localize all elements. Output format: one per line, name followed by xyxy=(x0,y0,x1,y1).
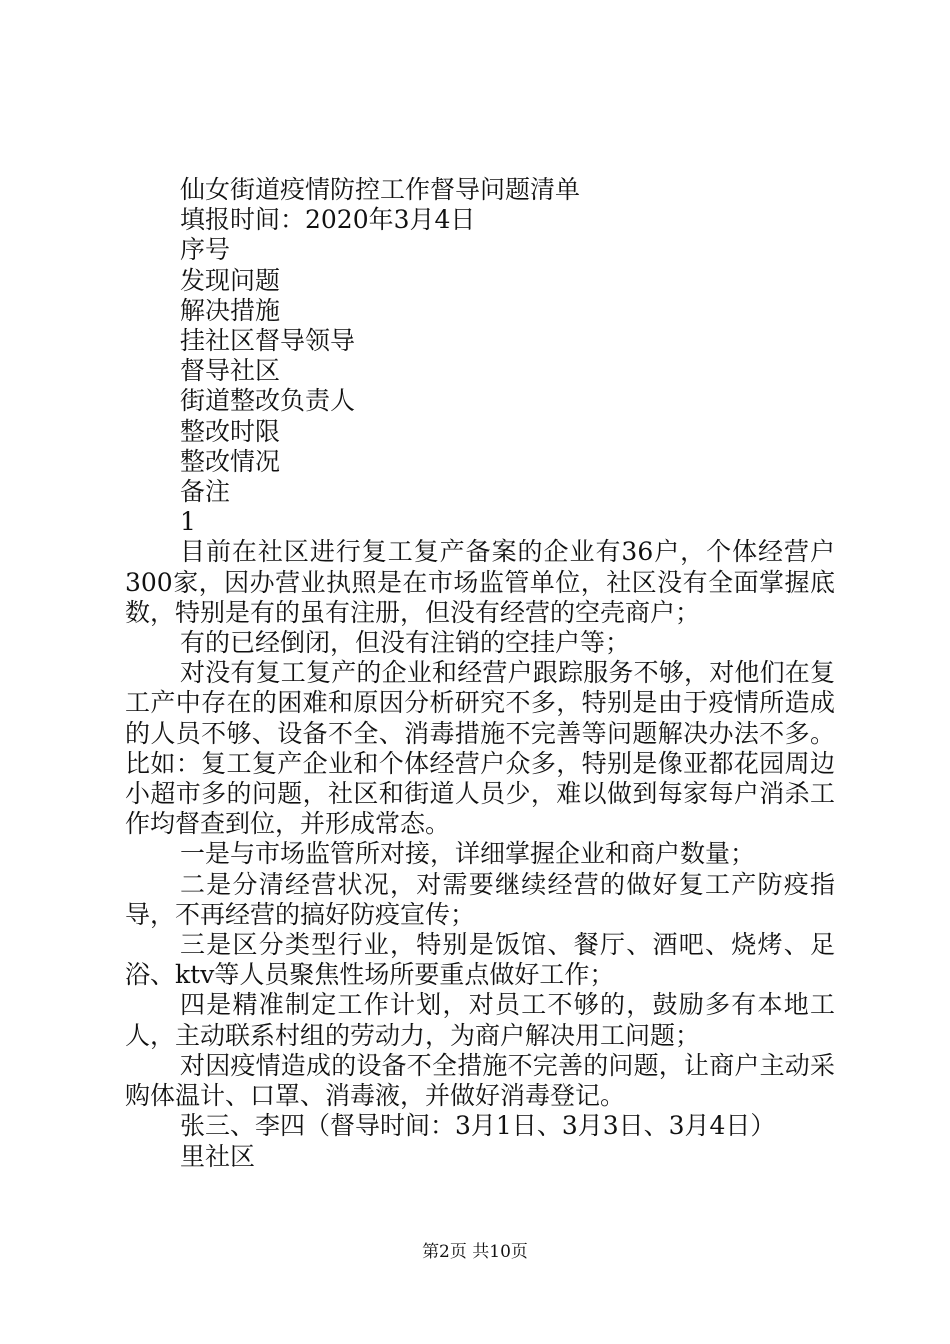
row-number: 1 xyxy=(180,507,196,537)
header-deadline: 整改时限 xyxy=(180,416,281,446)
community-line: 里社区 xyxy=(180,1141,256,1171)
header-rectification-owner: 街道整改负责人 xyxy=(180,386,356,416)
document-body xyxy=(125,175,835,1172)
paragraph-closed-businesses: 有的已经倒闭，但没有注销的空挂户等； xyxy=(180,628,631,658)
header-supervising-leader: 挂社区督导领导 xyxy=(180,326,356,356)
page-number-label: 第2页 共10页 xyxy=(422,1242,528,1262)
header-solution: 解决措施 xyxy=(180,295,281,325)
paragraph-measure-three: 三是区分类型行业，特别是饭馆、餐厅、酒吧、烧烤、足浴、ktv等人员聚焦性场所要重点做好工作； xyxy=(125,930,835,990)
paragraph-equipment-measure: 对因疫情造成的设备不全措施不完善的问题，让商户主动采购体温计、口罩、消毒液，并做好消毒登记。 xyxy=(125,1050,835,1111)
header-supervised-community: 督导社区 xyxy=(180,356,281,386)
supervisors-line: 张三、李四（督导时间：3月1日、3月3日、3月4日） xyxy=(180,1111,776,1141)
header-issue-found: 发现问题 xyxy=(180,265,281,295)
document-title: 仙女街道疫情防控工作督导问题清单 xyxy=(180,175,581,204)
paragraph-service-gaps: 对没有复工复产的企业和经营户跟踪服务不够，对他们在复工产中存在的困难和原因分析研究不多，特别是由于疫情所造成的人员不够、设备不全、消毒措施不完善等问题解决办法不多。比如：复工复产企业和个体经营户众多，特别是像亚都花园周边小超市多的问题，社区和街道人员少，难以做到每家每户消杀工作均督查到位，并形成常态。 xyxy=(125,658,835,839)
paragraph-measure-one: 一是与市场监管所对接，详细掌握企业和商户数量； xyxy=(180,839,756,869)
paragraph-measure-two: 二是分清经营状况，对需要继续经营的做好复工产防疫指导，不再经营的搞好防疫宣传； xyxy=(125,869,835,929)
paragraph-enterprise-count: 目前在社区进行复工复产备案的企业有36户，个体经营户300家，因办营业执照是在市场监管单位，社区没有全面掌握底数，特别是有的虽有注册，但没有经营的空壳商户； xyxy=(125,537,835,627)
header-remarks: 备注 xyxy=(180,477,231,507)
header-serial: 序号 xyxy=(180,235,231,265)
paragraph-measure-four: 四是精准制定工作计划，对员工不够的，鼓励多有本地工人，主动联系村组的劳动力，为商户解决用工问题； xyxy=(125,990,835,1050)
fill-date: 填报时间：2020年3月4日 xyxy=(180,205,476,235)
page-footer xyxy=(0,1242,950,1262)
header-rectification-status: 整改情况 xyxy=(180,446,281,476)
